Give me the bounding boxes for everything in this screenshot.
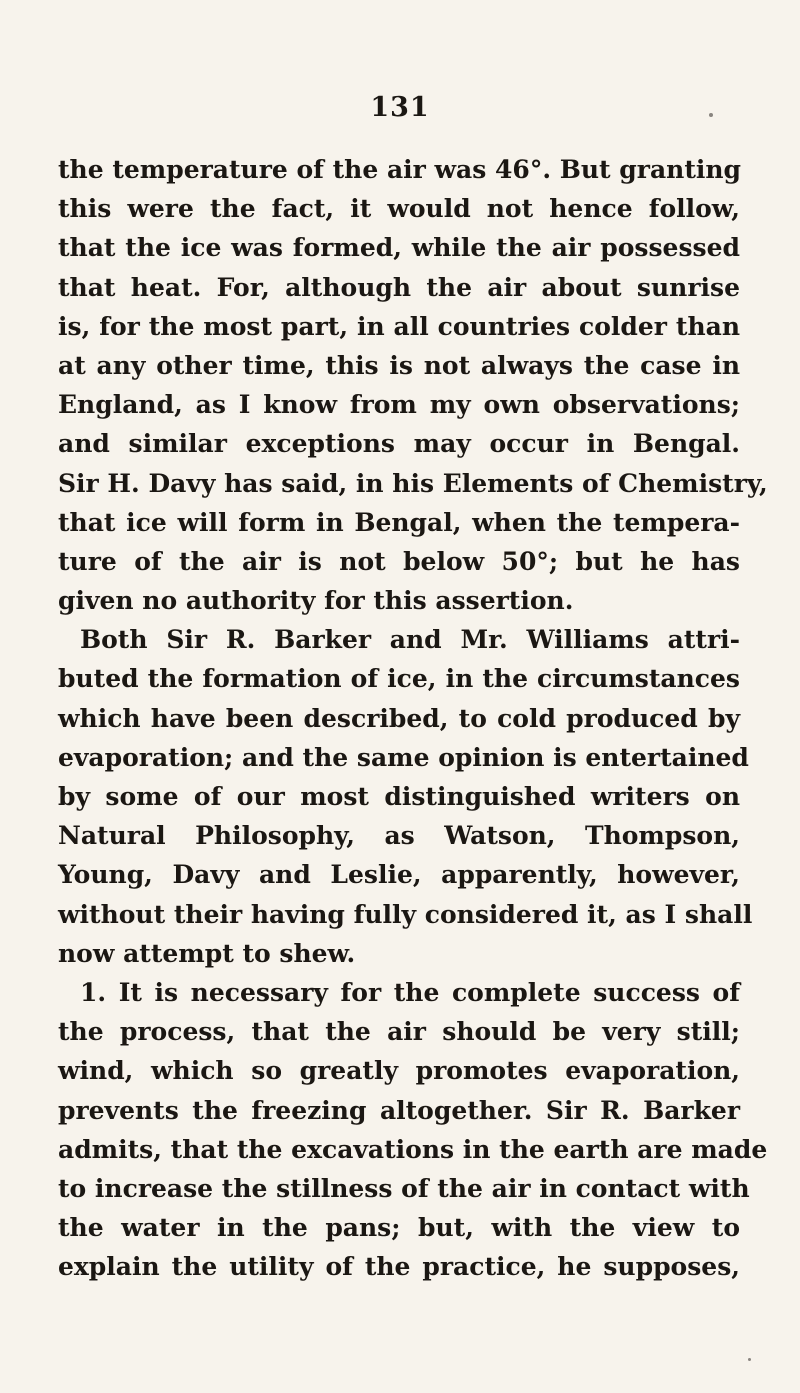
text-line: the water in the pans; but, with the view to bbox=[58, 1213, 740, 1243]
text-line: explain the utility of the practice, he supposes, bbox=[58, 1252, 740, 1282]
text-line: and similar exceptions may occur in Bengal. bbox=[58, 429, 740, 459]
text-line: the process, that the air should be very still; bbox=[58, 1017, 740, 1047]
print-speck bbox=[709, 113, 713, 117]
text-line: Sir H. Davy has said, in his Elements of Chemistry, bbox=[58, 468, 768, 498]
text-line: now attempt to shew. bbox=[58, 938, 356, 968]
text-line: Natural Philosophy, as Watson, Thompson, bbox=[58, 821, 740, 851]
text-line: given no authority for this assertion. bbox=[58, 586, 574, 616]
text-line: Both Sir R. Barker and Mr. Williams attri- bbox=[80, 625, 740, 655]
text-line: the temperature of the air was 46°. But granting bbox=[58, 155, 742, 184]
text-line: England, as I know from my own observations; bbox=[58, 390, 740, 420]
text-line: wind, which so greatly promotes evaporation, bbox=[58, 1056, 740, 1086]
print-speck bbox=[748, 1358, 751, 1361]
page-number: 131 bbox=[370, 92, 430, 123]
text-line: at any other time, this is not always the case in bbox=[58, 350, 740, 380]
text-line: evaporation; and the same opinion is entertained bbox=[58, 742, 749, 772]
body-text bbox=[58, 150, 768, 1286]
text-line: that the ice was formed, while the air possessed bbox=[58, 233, 740, 263]
text-line: ture of the air is not below 50°; but he has bbox=[58, 546, 740, 576]
text-line: which have been described, to cold produced by bbox=[58, 703, 740, 733]
text-line: Young, Davy and Leslie, apparently, however, bbox=[58, 860, 740, 890]
text-line: that ice will form in Bengal, when the tempera- bbox=[58, 507, 740, 537]
text-line: this were the fact, it would not hence follow, bbox=[58, 194, 740, 224]
text-line: by some of our most distinguished writers on bbox=[58, 782, 740, 811]
text-line: that heat. For, although the air about sunrise bbox=[58, 272, 740, 302]
text-line: is, for the most part, in all countries colder than bbox=[58, 311, 740, 341]
text-line: admits, that the excavations in the earth are made bbox=[58, 1134, 768, 1164]
text-line: to increase the stillness of the air in contact with bbox=[58, 1173, 750, 1203]
text-line: prevents the freezing altogether. Sir R. Barker bbox=[58, 1095, 740, 1125]
text-line: 1. It is necessary for the complete success of bbox=[80, 977, 740, 1007]
text-line: buted the formation of ice, in the circumstances bbox=[58, 664, 740, 694]
text-line: without their having fully considered it, as I shall bbox=[58, 899, 753, 929]
